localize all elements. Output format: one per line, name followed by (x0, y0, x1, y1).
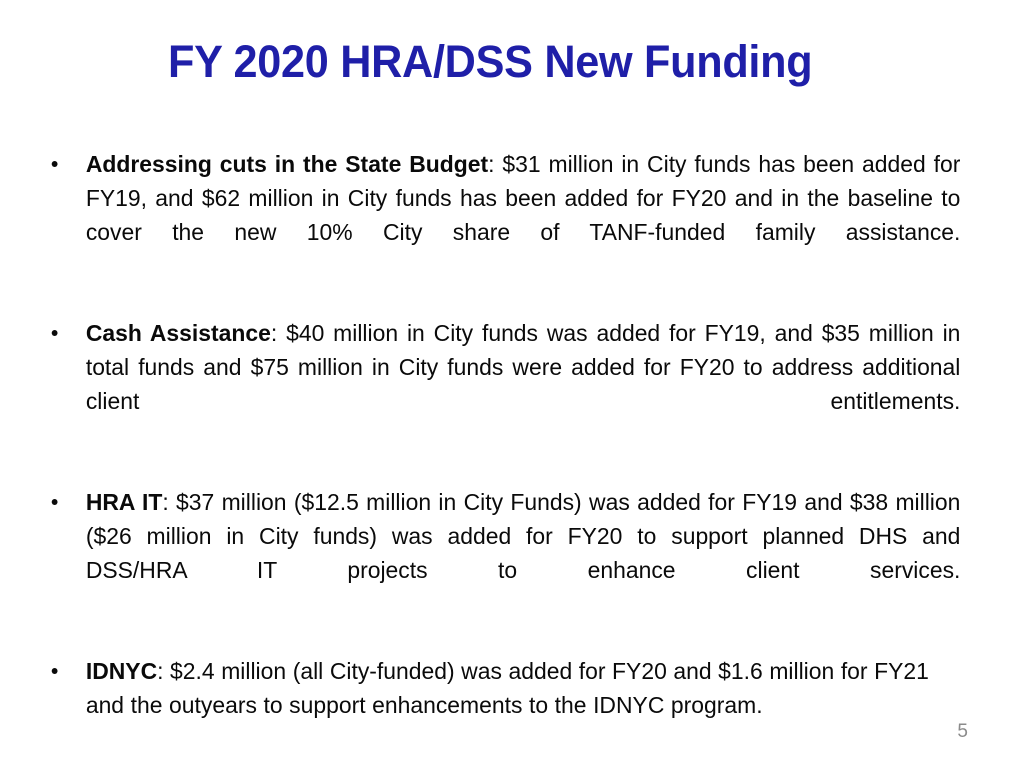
list-item-text: : $37 million ($12.5 million in City Funds) was added for FY19 and $38 million ($26 million in City funds) was added for FY20 to support planned DHS and DSS/HRA IT projects to enhance client services. (85, 489, 961, 583)
list-item (40, 654, 960, 722)
page-title: FY 2020 HRA/DSS New Funding (168, 36, 813, 87)
list-item-text: : $2.4 million (all City-funded) was added for FY20 and $1.6 million for FY21 and the outyears to support enhancements to the IDNYC program. (85, 658, 929, 718)
bullet-dot-icon (52, 161, 58, 167)
list-item (40, 485, 960, 621)
list-item-lead: Cash Assistance (85, 320, 271, 346)
bullet-list (40, 147, 984, 722)
page-number: 5 (957, 721, 968, 742)
bullet-dot-icon (52, 668, 58, 674)
bullet-dot-icon (52, 499, 58, 505)
list-item (40, 147, 960, 283)
list-item-lead: IDNYC (85, 658, 158, 684)
bullet-dot-icon (52, 330, 58, 336)
list-item (40, 316, 960, 452)
list-item-text: : $40 million in City funds was added for FY19, and $35 million in total funds and $75 million in City funds were added for FY20 to address additional client entitlements. (85, 320, 961, 414)
list-item-text: : $31 million in City funds has been added for FY19, and $62 million in City funds has been added for FY20 and in the baseline to cover the new 10% City share of TANF-funded family assistance. (85, 151, 961, 245)
list-item-lead: Addressing cuts in the State Budget (85, 151, 489, 177)
list-item-lead: HRA IT (85, 489, 163, 515)
